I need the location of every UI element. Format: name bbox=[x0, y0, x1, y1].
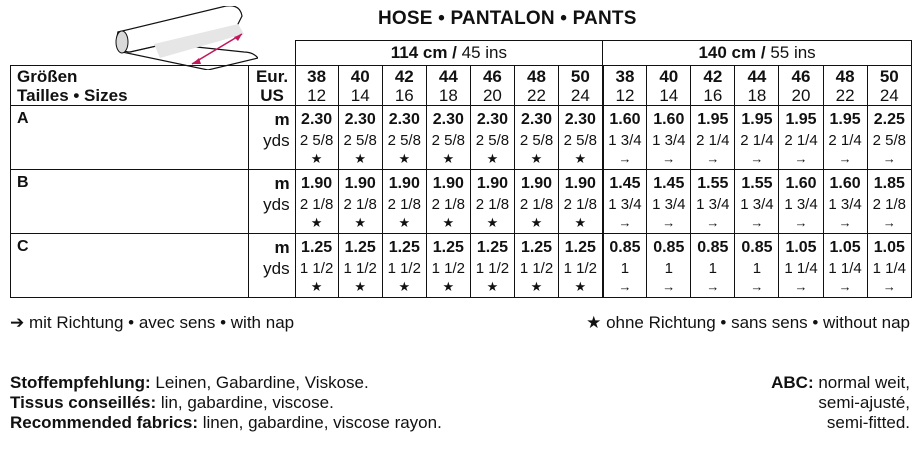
unit-label: m yds bbox=[249, 170, 295, 234]
size-header-cell: 50 24 bbox=[559, 66, 603, 106]
unit-label: m yds bbox=[249, 106, 295, 170]
yardage-cell: 1.85 2 1/8 → bbox=[867, 170, 911, 234]
view-label: B bbox=[11, 170, 249, 234]
yardage-table bbox=[10, 40, 912, 298]
yardage-cell: 1.25 1 1/2 ★ bbox=[470, 234, 514, 298]
yardage-cell: 1.90 2 1/8 ★ bbox=[338, 170, 382, 234]
yardage-cell: 2.30 2 5/8 ★ bbox=[470, 106, 514, 170]
yardage-cell: 1.95 2 1/4 → bbox=[691, 106, 735, 170]
yardage-cell: 1.05 1 1/4 → bbox=[779, 234, 823, 298]
size-header-cell: 38 12 bbox=[295, 66, 338, 106]
yardage-cell: 2.30 2 5/8 ★ bbox=[426, 106, 470, 170]
yardage-cell: 1.90 2 1/8 ★ bbox=[559, 170, 603, 234]
yardage-cell: 0.85 1 → bbox=[735, 234, 779, 298]
size-header-cell: 42 16 bbox=[691, 66, 735, 106]
yardage-cell: 0.85 1 → bbox=[647, 234, 691, 298]
fabric-width-row bbox=[11, 41, 912, 66]
yardage-cell: 1.25 1 1/2 ★ bbox=[295, 234, 338, 298]
view-row-c bbox=[11, 234, 912, 298]
yardage-cell: 2.30 2 5/8 ★ bbox=[559, 106, 603, 170]
yardage-cell: 1.25 1 1/2 ★ bbox=[338, 234, 382, 298]
yardage-cell: 1.90 2 1/8 ★ bbox=[470, 170, 514, 234]
size-header-cell: 46 20 bbox=[470, 66, 514, 106]
yardage-cell: 2.30 2 5/8 ★ bbox=[382, 106, 426, 170]
yardage-cell: 1.60 1 3/4 → bbox=[603, 106, 647, 170]
yardage-cell: 1.25 1 1/2 ★ bbox=[426, 234, 470, 298]
yardage-cell: 1.25 1 1/2 ★ bbox=[382, 234, 426, 298]
fabric-line-en: Recommended fabrics: linen, gabardine, viscose rayon. bbox=[10, 413, 442, 432]
yardage-cell: 1.25 1 1/2 ★ bbox=[559, 234, 603, 298]
yardage-cell: 1.45 1 3/4 → bbox=[603, 170, 647, 234]
size-header-cell: 40 14 bbox=[647, 66, 691, 106]
yardage-cell: 2.30 2 5/8 ★ bbox=[514, 106, 558, 170]
yardage-cell: 1.25 1 1/2 ★ bbox=[514, 234, 558, 298]
view-row-a bbox=[11, 106, 912, 170]
size-header-cell: 42 16 bbox=[382, 66, 426, 106]
yardage-cell: 1.60 1 3/4 → bbox=[647, 106, 691, 170]
yardage-cell: 2.30 2 5/8 ★ bbox=[338, 106, 382, 170]
yardage-cell: 1.60 1 3/4 → bbox=[823, 170, 867, 234]
yardage-cell: 1.45 1 3/4 → bbox=[647, 170, 691, 234]
size-header-cell: 46 20 bbox=[779, 66, 823, 106]
view-label: A bbox=[11, 106, 249, 170]
size-header-cell: 44 18 bbox=[426, 66, 470, 106]
width-140-header: 140 cm / 55 ins bbox=[603, 41, 912, 66]
yardage-cell: 0.85 1 → bbox=[691, 234, 735, 298]
yardage-cell: 1.60 1 3/4 → bbox=[779, 170, 823, 234]
recommended-fabrics bbox=[10, 373, 442, 433]
view-label: C bbox=[11, 234, 249, 298]
yardage-cell: 1.90 2 1/8 ★ bbox=[382, 170, 426, 234]
legend-without-nap: ★ ohne Richtung • sans sens • without nap bbox=[586, 313, 910, 332]
yardage-cell: 1.05 1 1/4 → bbox=[823, 234, 867, 298]
size-header-cell: 44 18 bbox=[735, 66, 779, 106]
size-header-cell: 40 14 bbox=[338, 66, 382, 106]
yardage-cell: 0.85 1 → bbox=[603, 234, 647, 298]
size-system-label: Eur. US bbox=[249, 66, 295, 106]
yardage-cell: 1.95 2 1/4 → bbox=[735, 106, 779, 170]
legend-with-nap: ➔ mit Richtung • avec sens • with nap bbox=[10, 313, 295, 332]
page-title: HOSE • PANTALON • PANTS bbox=[378, 8, 637, 29]
fabric-line-de: Stoffempfehlung: Leinen, Gabardine, Viskose. bbox=[10, 373, 369, 392]
size-header-cell: 48 22 bbox=[514, 66, 558, 106]
fit-description: ABC: normal weit, semi-ajusté, semi-fitted. bbox=[771, 373, 910, 432]
view-row-b bbox=[11, 170, 912, 234]
yardage-cell: 1.95 2 1/4 → bbox=[823, 106, 867, 170]
yardage-cell: 2.25 2 5/8 → bbox=[867, 106, 911, 170]
size-header-row bbox=[11, 66, 912, 106]
yardage-cell: 1.55 1 3/4 → bbox=[735, 170, 779, 234]
size-header-cell: 38 12 bbox=[603, 66, 647, 106]
fabric-line-fr: Tissus conseillés: lin, gabardine, viscose. bbox=[10, 393, 334, 412]
yardage-cell: 1.05 1 1/4 → bbox=[867, 234, 911, 298]
width-114-header: 114 cm / 45 ins bbox=[295, 41, 603, 66]
yardage-cell: 1.90 2 1/8 ★ bbox=[514, 170, 558, 234]
yardage-cell: 1.95 2 1/4 → bbox=[779, 106, 823, 170]
unit-label: m yds bbox=[249, 234, 295, 298]
size-header-cell: 50 24 bbox=[867, 66, 911, 106]
size-header-cell: 48 22 bbox=[823, 66, 867, 106]
yardage-cell: 1.90 2 1/8 ★ bbox=[426, 170, 470, 234]
yardage-cell: 1.90 2 1/8 ★ bbox=[295, 170, 338, 234]
yardage-cell: 2.30 2 5/8 ★ bbox=[295, 106, 338, 170]
sizes-label: Größen Tailles • Sizes bbox=[11, 66, 249, 106]
yardage-cell: 1.55 1 3/4 → bbox=[691, 170, 735, 234]
